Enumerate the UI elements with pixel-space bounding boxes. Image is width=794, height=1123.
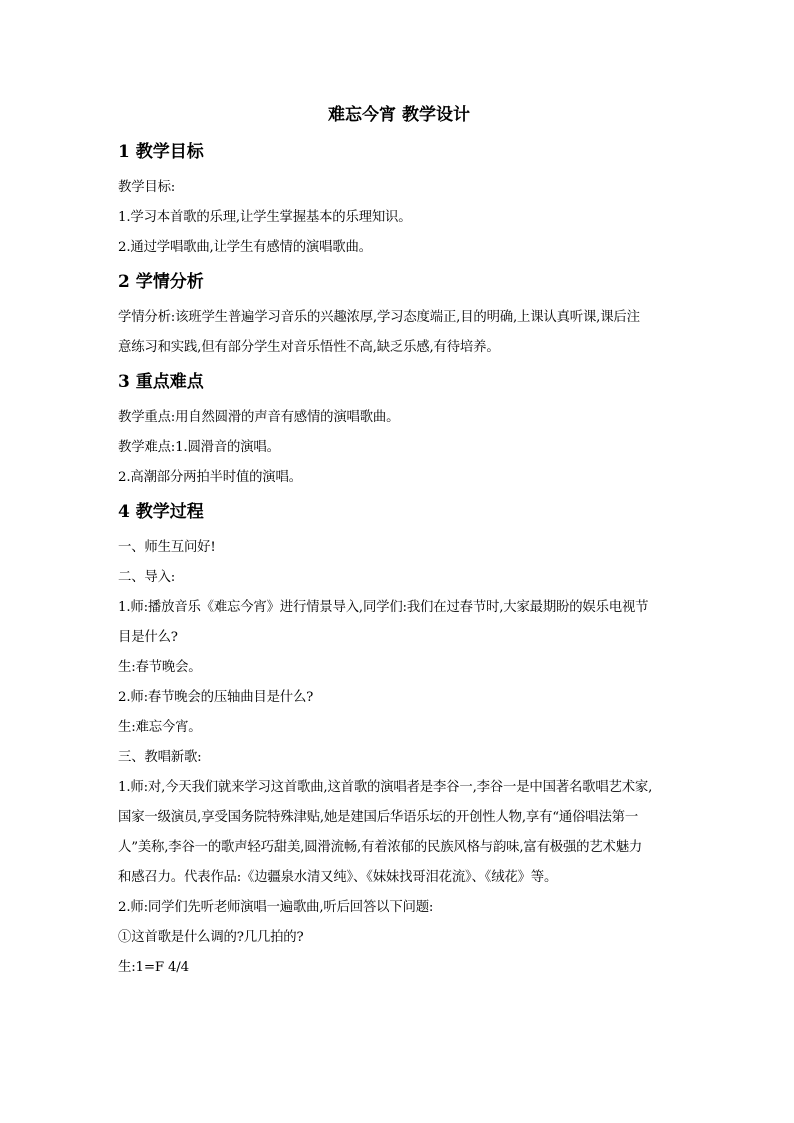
section-heading: 1 教学目标 (118, 142, 204, 162)
paragraph-line: 生:春节晚会。 (118, 660, 202, 675)
paragraph-line: 2.师:春节晚会的压轴曲目是什么? (118, 690, 314, 705)
document-title: 难忘今宵 教学设计 (328, 105, 470, 125)
paragraph-line: 1.学习本首歌的乐理,让学生掌握基本的乐理知识。 (118, 210, 412, 225)
paragraph-line: 目是什么? (118, 630, 178, 645)
paragraph-line: 2.通过学唱歌曲,让学生有感情的演唱歌曲。 (118, 240, 372, 255)
section-teaching-goals (118, 137, 680, 263)
section-heading: 4 教学过程 (118, 502, 204, 522)
paragraph-line: 一、师生互问好! (118, 540, 216, 555)
paragraph-line: 人”美称,李谷一的歌声轻巧甜美,圆滑流畅,有着浓郁的民族风格与韵味,富有极强的艺术魅力 (118, 840, 643, 855)
section-teaching-process (118, 497, 680, 983)
paragraph-line: 国家一级演员,享受国务院特殊津贴,她是建国后华语乐坛的开创性人物,享有“通俗唱法第一 (118, 810, 639, 825)
paragraph-line: 教学难点:1.圆滑音的演唱。 (118, 440, 280, 455)
paragraph-line: ①这首歌是什么调的?几几拍的? (118, 930, 304, 945)
document-page (118, 100, 680, 983)
paragraph-line: 教学目标: (118, 180, 176, 195)
section-heading: 3 重点难点 (118, 372, 204, 392)
paragraph-line: 生:难忘今宵。 (118, 720, 202, 735)
paragraph-line: 二、导入: (118, 570, 176, 585)
paragraph-line: 生:1=F 4/4 (118, 960, 189, 975)
section-heading: 2 学情分析 (118, 272, 204, 292)
paragraph-line: 1.师:播放音乐《难忘今宵》进行情景导入,同学们:我们在过春节时,大家最期盼的娱乐电视节 (118, 600, 649, 615)
paragraph-line: 意练习和实践,但有部分学生对音乐悟性不高,缺乏乐感,有待培养。 (118, 340, 500, 355)
paragraph-line: 三、教唱新歌: (118, 750, 202, 765)
paragraph-line: 2.高潮部分两拍半时值的演唱。 (118, 470, 302, 485)
paragraph-line: 1.师:对,今天我们就来学习这首歌曲,这首歌的演唱者是李谷一,李谷一是中国著名歌唱艺术家, (118, 780, 653, 795)
section-learner-analysis (118, 267, 680, 363)
section-key-difficulties (118, 367, 680, 493)
paragraph-line: 和感召力。代表作品:《边疆泉水清又纯》、《妹妹找哥泪花流》、《绒花》等。 (118, 870, 558, 885)
paragraph-line: 学情分析:该班学生普遍学习音乐的兴趣浓厚,学习态度端正,目的明确,上课认真听课,课后注 (118, 310, 640, 325)
paragraph-line: 教学重点:用自然圆滑的声音有感情的演唱歌曲。 (118, 410, 400, 425)
paragraph-line: 2.师:同学们先听老师演唱一遍歌曲,听后回答以下问题: (118, 900, 434, 915)
